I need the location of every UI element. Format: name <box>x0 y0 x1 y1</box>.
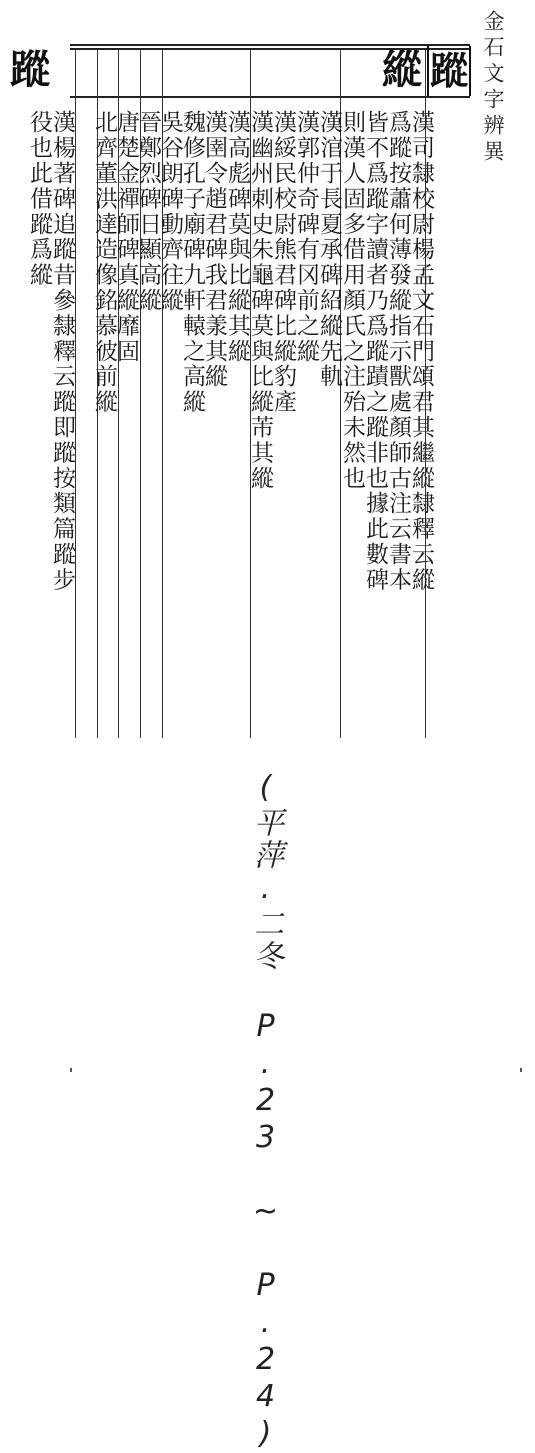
entry-column: 漢司隸校尉楊孟文石門頌君其繼縱隸釋云縱 <box>408 110 434 593</box>
entry-column: 北齊董洪達造像銘慕彼前縱 <box>91 110 117 415</box>
scan-speck <box>520 1068 522 1072</box>
entry-column: 漢圉令趙君碑我君羕其縱 <box>201 110 227 390</box>
headword-boxed: 蹤 <box>427 46 471 96</box>
headword-left: 蹤 <box>10 46 50 93</box>
entry-column: 唐楚金禪師碑真縱靡固 <box>113 110 139 364</box>
entry-column: 漢綏民校尉熊君碑比縱豹產 <box>270 110 296 415</box>
entry-column: 吳谷朗碑動齊往縱 <box>157 110 183 314</box>
entry-column: 役也此借蹤爲縱 <box>26 110 52 288</box>
entry-column: 皆不爲蹤字讀者乃爲蹤蹟之蹤非也據此數碑 <box>362 110 388 593</box>
entry-column: 漢幽州刺史朱龜碑莫與比縱芾其縱 <box>247 110 273 491</box>
scan-speck <box>70 1068 72 1072</box>
entry-column: 漢郭仲奇碑有冈前之縱 <box>293 110 319 364</box>
entry-column: 爲蹤按蕭何薄發縱指示獸處顏師古注云書本 <box>385 110 411 593</box>
entry-column: 魏修孔子廟碑九軒轅之高縱 <box>179 110 205 415</box>
entry-column: 漢楊著碑追蹤昔參隸釋云蹤即蹤按類篇蹤步 <box>49 110 75 593</box>
handwritten-note: (平萍.二冬 P.23 ~ P.24) <box>248 770 283 1453</box>
header-rule <box>70 96 470 98</box>
entry-column: 晉鄭烈碑日顯高縱 <box>135 110 161 314</box>
entry-column: 漢涫于長夏承碑紹縱先軌 <box>316 110 342 390</box>
column-divider <box>75 50 76 738</box>
entry-column: 漢高彪碑莫與比縱其縱 <box>224 110 250 364</box>
entry-column: 則漢人固多借用顏氏之注殆未然也 <box>339 110 365 491</box>
headword-main: 縱 <box>382 46 422 93</box>
running-head: 金石文字辨異 <box>481 10 505 166</box>
